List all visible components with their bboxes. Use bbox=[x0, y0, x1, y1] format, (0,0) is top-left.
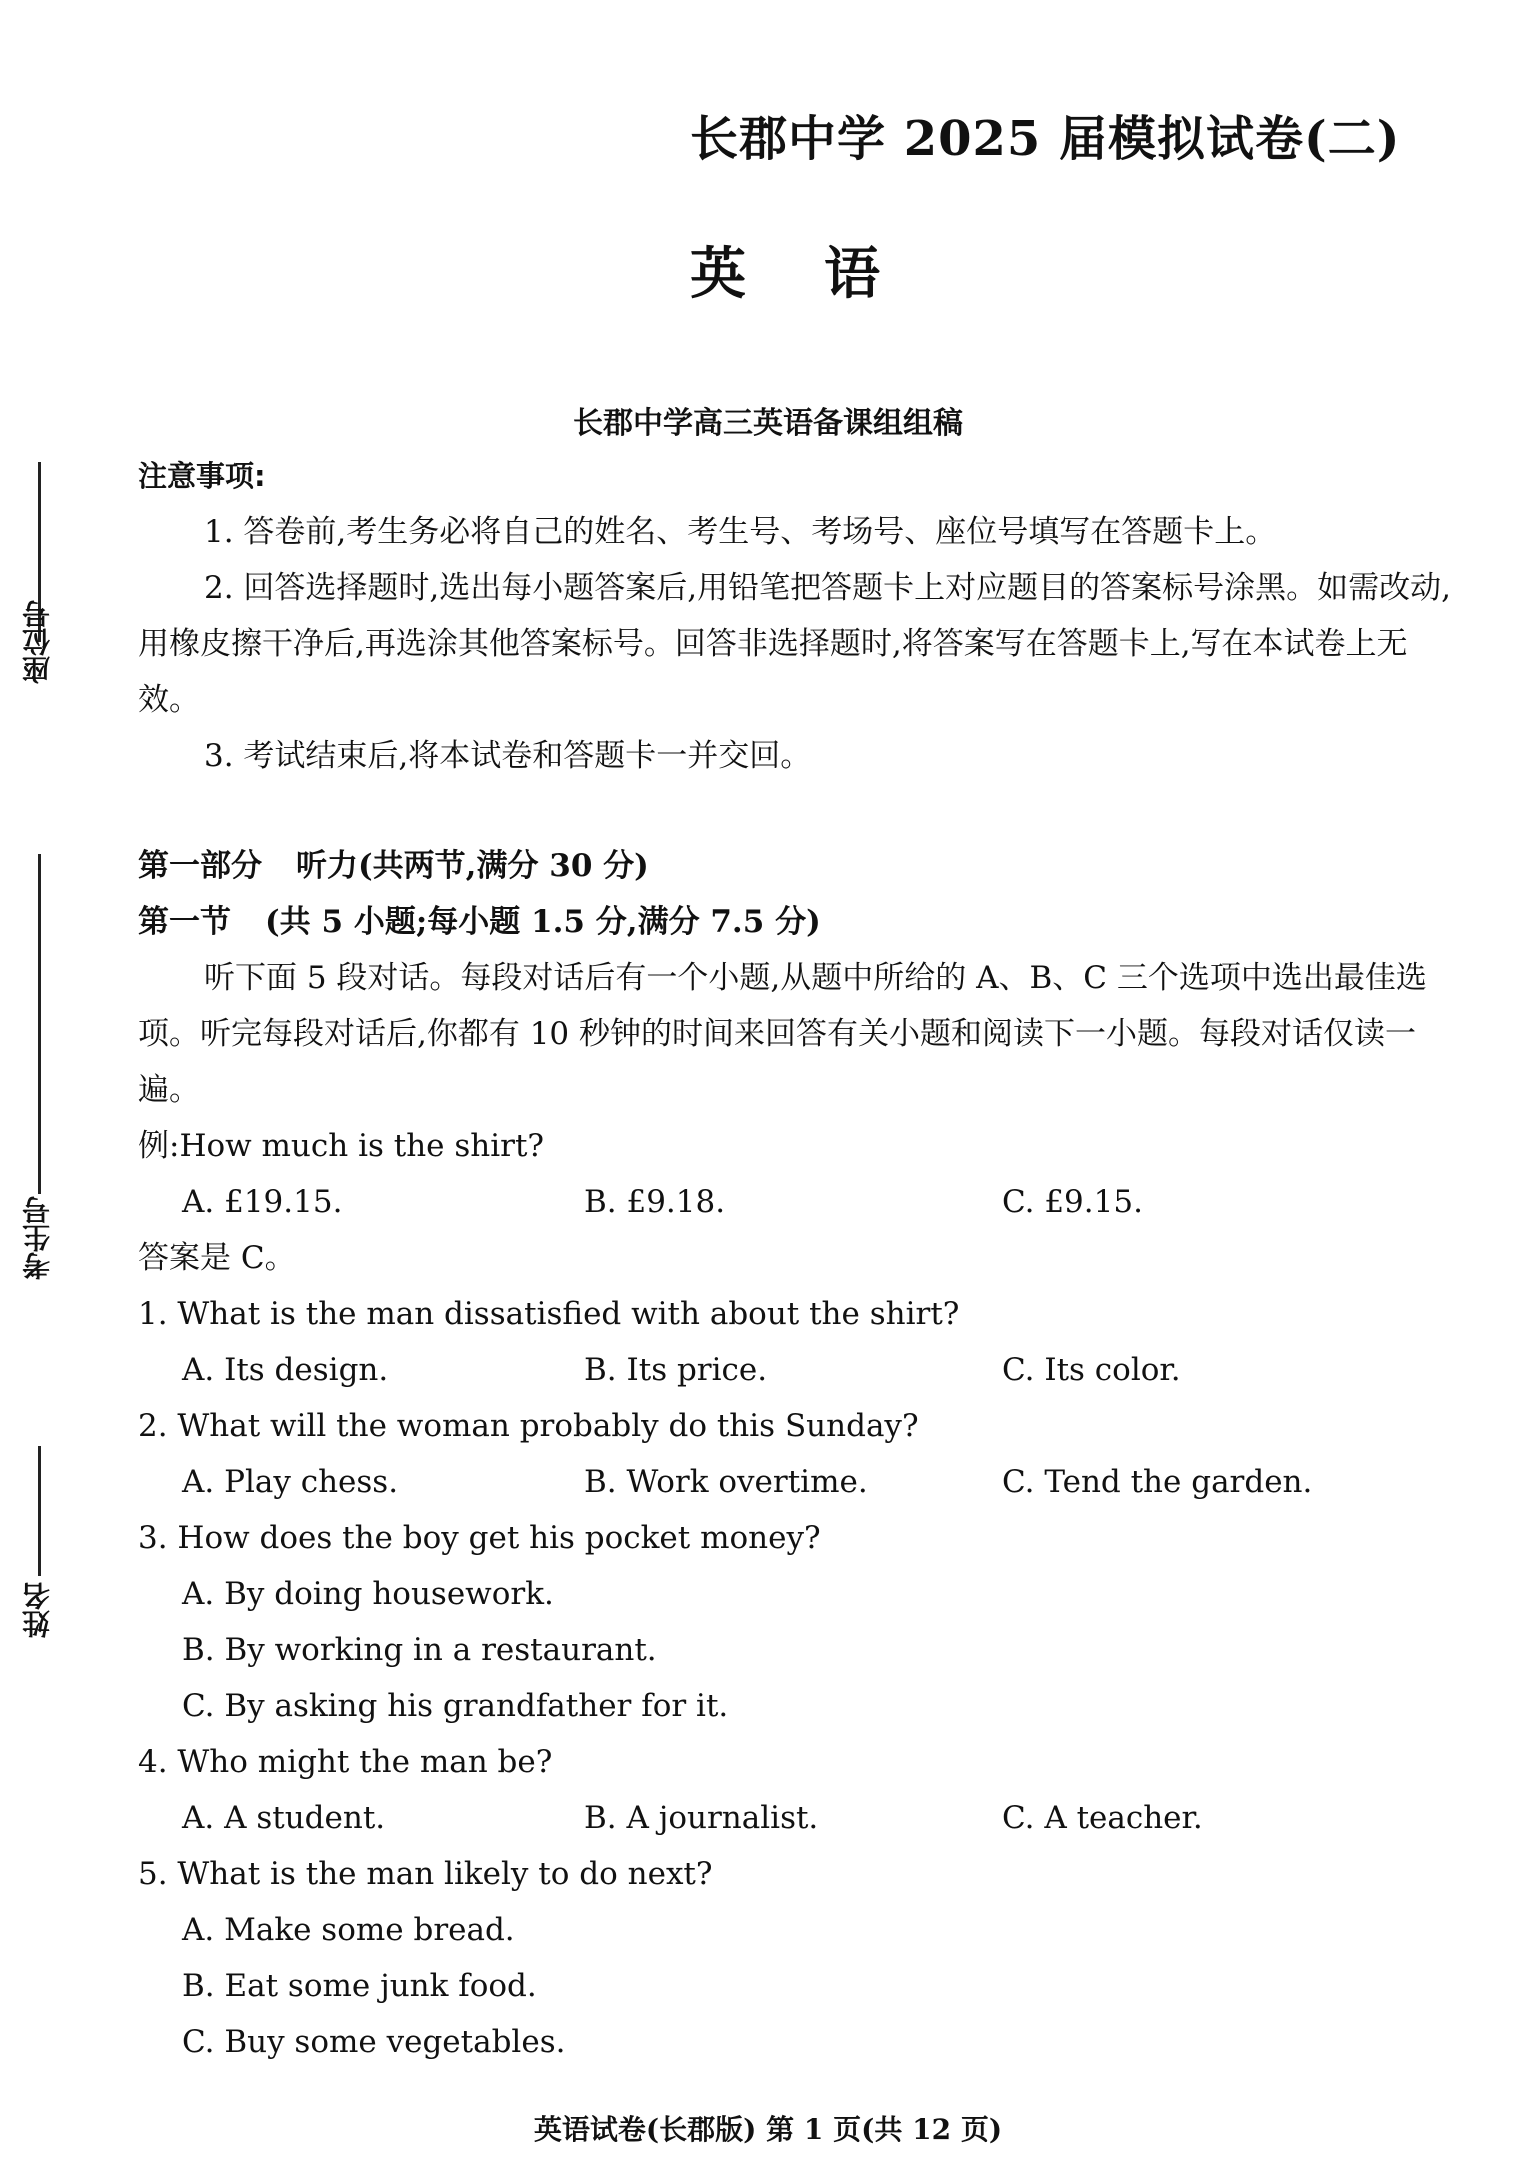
question-3: 3. How does the boy get his pocket money? bbox=[138, 1520, 821, 1556]
question-2-option-c: C. Tend the garden. bbox=[1002, 1464, 1313, 1500]
exam-content bbox=[138, 448, 1468, 2070]
example-option-b: B. £9.18. bbox=[584, 1184, 726, 1220]
question-3-option-b: B. By working in a restaurant. bbox=[182, 1632, 657, 1668]
part-name: 第一部分 bbox=[138, 848, 262, 884]
section-name: 第一节 bbox=[138, 904, 231, 940]
question-4: 4. Who might the man be? bbox=[138, 1744, 553, 1780]
question-5-option-a: A. Make some bread. bbox=[182, 1912, 515, 1948]
question-4-option-c: C. A teacher. bbox=[1002, 1800, 1203, 1836]
question-2-option-a: A. Play chess. bbox=[182, 1464, 399, 1500]
example-option-c: C. £9.15. bbox=[1002, 1184, 1143, 1220]
notice-item-3: 3. 考试结束后,将本试卷和答题卡一并交回。 bbox=[204, 738, 812, 774]
example-option-a: A. £19.15. bbox=[182, 1184, 343, 1220]
question-5-option-c: C. Buy some vegetables. bbox=[182, 2024, 566, 2060]
notice-item-2: 2. 回答选择题时,选出每小题答案后,用铅笔把答题卡上对应题目的答案标号涂黑。如需改动,用橡皮擦干净后,再选涂其他答案标号。回答非选择题时,将答案写在答题卡上,写在本试卷上无效。 bbox=[138, 570, 1451, 718]
margin-label-candidate: 考生号 bbox=[21, 1196, 54, 1280]
notice-item-1: 1. 答卷前,考生务必将自己的姓名、考生号、考场号、座位号填写在答题卡上。 bbox=[204, 514, 1277, 550]
question-5: 5. What is the man likely to do next? bbox=[138, 1856, 713, 1892]
question-1-option-b: B. Its price. bbox=[584, 1352, 768, 1388]
margin-underline bbox=[38, 1446, 41, 1576]
page-footer: 英语试卷(长郡版) 第 1 页(共 12 页) bbox=[533, 2113, 1003, 2146]
example-question: 例:How much is the shirt? bbox=[138, 1128, 545, 1164]
margin-label-seat: 座位号 bbox=[21, 600, 54, 684]
question-2: 2. What will the woman probably do this Sunday? bbox=[138, 1408, 919, 1444]
question-5-option-b: B. Eat some junk food. bbox=[182, 1968, 537, 2004]
question-3-option-c: C. By asking his grandfather for it. bbox=[182, 1688, 729, 1724]
part-heading bbox=[138, 838, 1468, 894]
margin-label-name: 姓名 bbox=[21, 1582, 54, 1638]
section-desc: (共 5 小题;每小题 1.5 分,满分 7.5 分) bbox=[265, 904, 821, 940]
question-4-option-b: B. A journalist. bbox=[584, 1800, 819, 1836]
question-2-options bbox=[138, 1454, 1468, 1510]
notice-title: 注意事项: bbox=[138, 459, 266, 493]
subject-title: 英语 bbox=[690, 241, 958, 307]
section-instruction: 听下面 5 段对话。每段对话后有一个小题,从题中所给的 A、B、C 三个选项中选出最佳选项。听完每段对话后,你都有 10 秒钟的时间来回答有关小题和阅读下一小题。每段对话仅读一遍。 bbox=[138, 960, 1427, 1108]
exam-title: 长郡中学 2025 届模拟试卷(二) bbox=[690, 111, 1401, 167]
example-options bbox=[138, 1174, 1468, 1230]
question-1-option-a: A. Its design. bbox=[182, 1352, 389, 1388]
spacer bbox=[138, 784, 1468, 838]
section-heading bbox=[138, 894, 1468, 950]
part-desc: 听力(共两节,满分 30 分) bbox=[296, 848, 649, 884]
author-line: 长郡中学高三英语备课组组稿 bbox=[573, 406, 963, 441]
example-answer: 答案是 C。 bbox=[138, 1240, 296, 1276]
question-3-option-a: A. By doing housework. bbox=[182, 1576, 554, 1612]
question-1: 1. What is the man dissatisfied with about the shirt? bbox=[138, 1296, 960, 1332]
question-4-option-a: A. A student. bbox=[182, 1800, 386, 1836]
question-2-option-b: B. Work overtime. bbox=[584, 1464, 868, 1500]
question-1-options bbox=[138, 1342, 1468, 1398]
question-4-options bbox=[138, 1790, 1468, 1846]
question-1-option-c: C. Its color. bbox=[1002, 1352, 1181, 1388]
margin-underline bbox=[38, 854, 41, 1194]
